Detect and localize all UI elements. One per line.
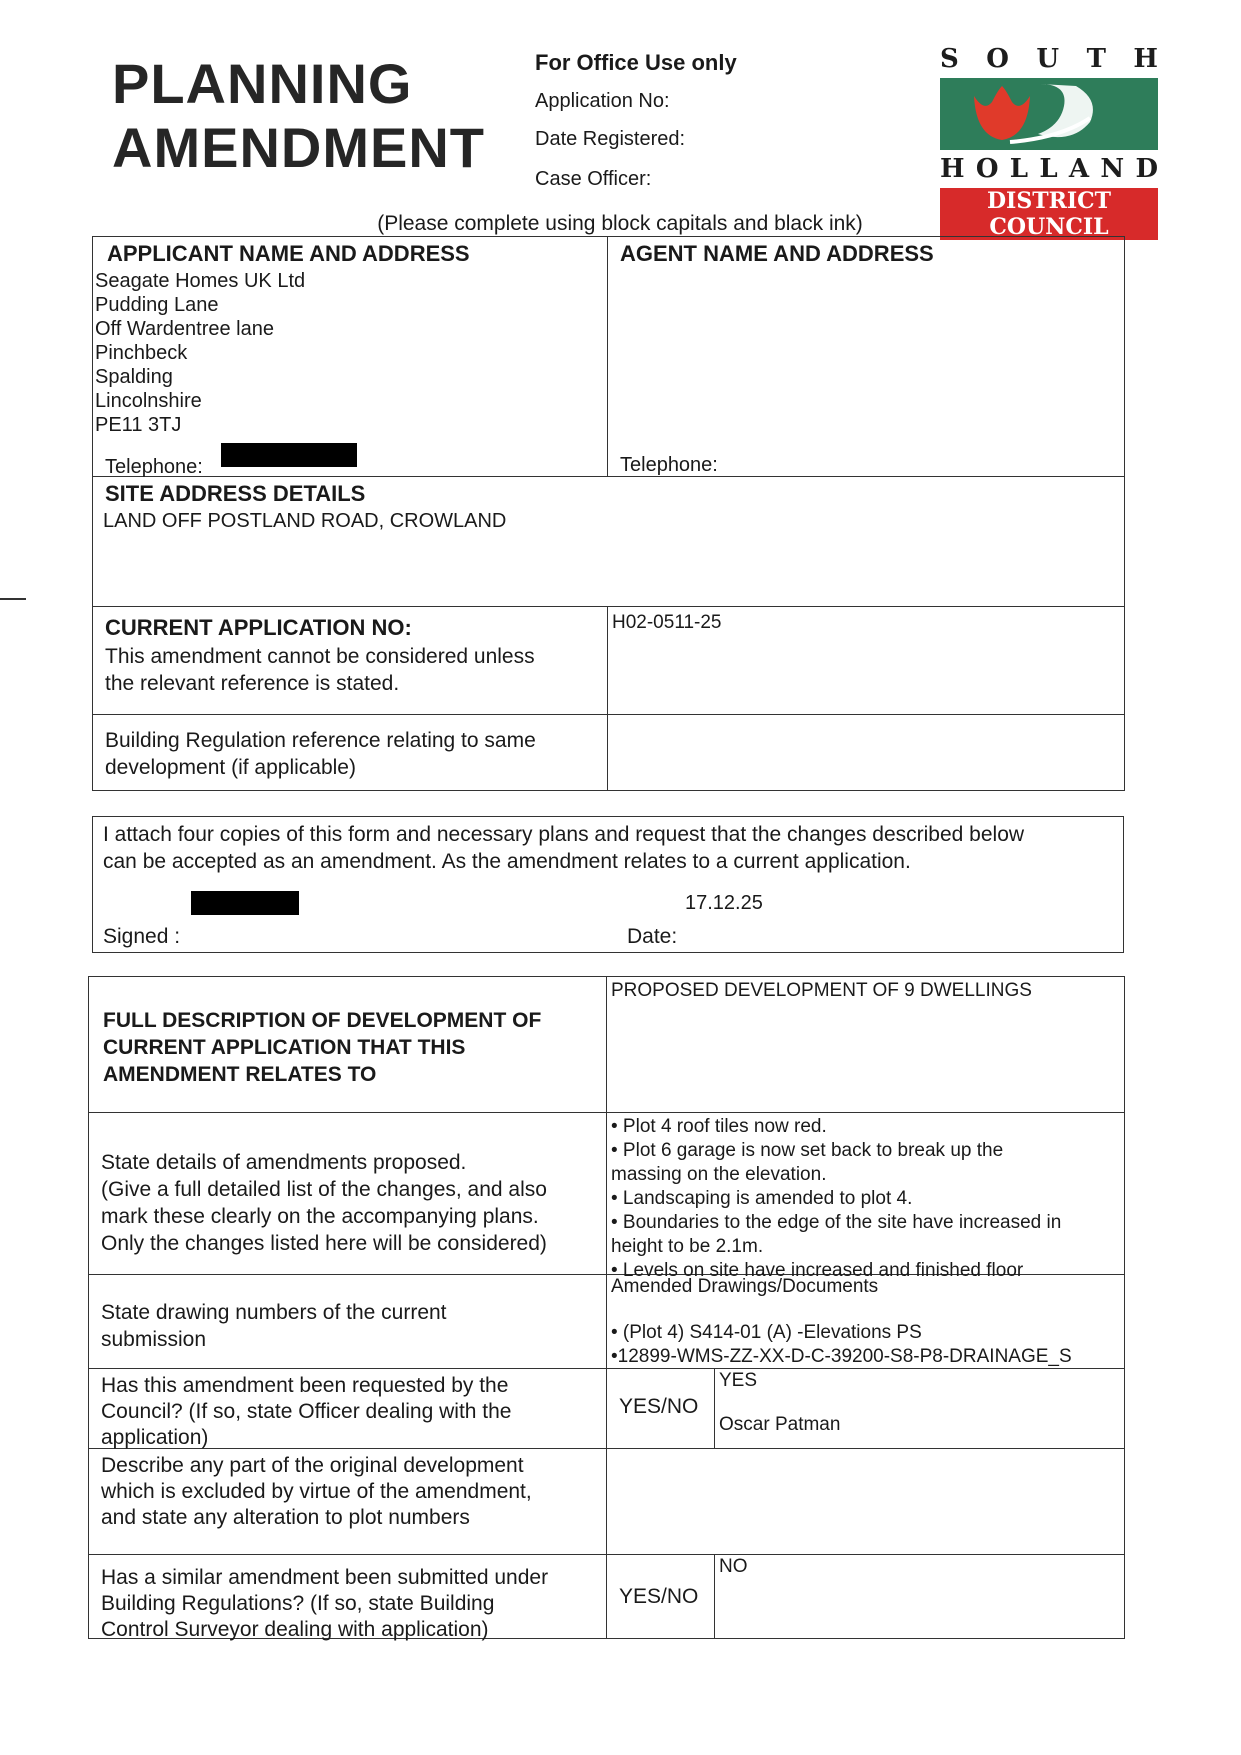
- council-request-label: [101, 1373, 511, 1451]
- declaration-text: [103, 821, 1024, 875]
- excluded-label-cell: [89, 1449, 607, 1555]
- drawings-list: [611, 1275, 1121, 1367]
- description-label: [103, 1007, 541, 1088]
- tulip-emblem-icon: [940, 78, 1158, 150]
- excluded-value-cell: [607, 1449, 1125, 1555]
- drawings-label-cell: [89, 1275, 607, 1369]
- building-regulation-value-cell: [608, 715, 1125, 791]
- applicant-line: Spalding: [95, 366, 173, 388]
- label-line: Council? (If so, state Officer dealing with the: [101, 1400, 512, 1423]
- office-use-heading: For Office Use only: [535, 50, 737, 75]
- drawing-item: • (Plot 4) S414-01 (A) -Elevations PS: [611, 1322, 922, 1343]
- form-title: [112, 52, 485, 180]
- signature-redaction: [191, 891, 299, 915]
- label-line: development (if applicable): [105, 756, 356, 779]
- label-line: Building Regulations? (If so, state Building: [101, 1592, 495, 1615]
- similar-label: [101, 1565, 548, 1643]
- current-application-note: [105, 643, 535, 697]
- label-line: and state any alteration to plot numbers: [101, 1506, 470, 1529]
- logo-top-letters: S O U T H: [940, 44, 1158, 74]
- site-address-cell: [93, 477, 1125, 607]
- amendment-item: height to be 2.1m.: [611, 1236, 764, 1257]
- drawings-label: [101, 1299, 447, 1353]
- label-line: Building Regulation reference relating to same: [105, 729, 536, 752]
- description-value-cell: [607, 977, 1125, 1113]
- applicant-details-table: [92, 236, 1125, 791]
- note-line: the relevant reference is stated.: [105, 672, 400, 695]
- applicant-heading: APPLICANT NAME AND ADDRESS: [107, 241, 470, 266]
- agent-telephone-label: Telephone:: [620, 454, 718, 476]
- label-line: which is excluded by virtue of the amendment,: [101, 1480, 532, 1503]
- application-no-label: Application No:: [535, 90, 670, 112]
- logo-bottom-letters: H O L L A N D: [940, 154, 1158, 184]
- label-line: application): [101, 1426, 209, 1449]
- label-line: mark these clearly on the accompanying plans.: [101, 1205, 539, 1228]
- logo-district-council: DISTRICT COUNCIL: [940, 188, 1158, 240]
- similar-answer: NO: [719, 1556, 748, 1577]
- date-registered-label: Date Registered:: [535, 128, 686, 150]
- current-application-value: H02-0511-25: [612, 612, 722, 633]
- building-regulation-label: [105, 727, 536, 781]
- label-line: FULL DESCRIPTION OF DEVELOPMENT OF: [103, 1009, 542, 1032]
- drawings-value-cell: [607, 1275, 1125, 1369]
- similar-yesno-cell: [607, 1555, 715, 1639]
- declaration-table: [92, 816, 1124, 953]
- label-line: AMENDMENT RELATES TO: [103, 1063, 377, 1086]
- applicant-line: Off Wardentree lane: [95, 318, 274, 340]
- applicant-address: [95, 269, 305, 437]
- amendment-item: • Plot 6 garage is now set back to break up the: [611, 1140, 1004, 1161]
- declaration-line: can be accepted as an amendment. As the amendment relates to a current application.: [103, 850, 911, 873]
- note-line: This amendment cannot be considered unless: [105, 645, 535, 668]
- title-line-1: PLANNING: [112, 52, 413, 115]
- applicant-telephone-label: Telephone:: [105, 456, 203, 478]
- drawings-heading: Amended Drawings/Documents: [611, 1276, 879, 1297]
- amendment-item: • Plot 4 roof tiles now red.: [611, 1116, 827, 1137]
- council-request-yesno-cell: [607, 1369, 715, 1449]
- case-officer-label: Case Officer:: [535, 168, 652, 190]
- site-address-value: LAND OFF POSTLAND ROAD, CROWLAND: [103, 510, 507, 532]
- similar-yesno: YES/NO: [619, 1585, 699, 1608]
- agent-heading: AGENT NAME AND ADDRESS: [620, 241, 934, 266]
- council-logo: [940, 44, 1158, 240]
- applicant-line: Pinchbeck: [95, 342, 188, 364]
- council-request-answer: YES: [719, 1370, 758, 1391]
- excluded-label: [101, 1453, 532, 1531]
- label-line: Has this amendment been requested by the: [101, 1374, 509, 1397]
- amendments-list: [611, 1115, 1115, 1281]
- current-application-value-cell: [608, 607, 1125, 715]
- label-line: Control Surveyor dealing with application): [101, 1618, 489, 1641]
- amendment-item: massing on the elevation.: [611, 1164, 827, 1185]
- declaration-line: I attach four copies of this form and necessary plans and request that the changes described below: [103, 823, 1025, 846]
- label-line: (Give a full detailed list of the changes, and also: [101, 1178, 547, 1201]
- amendments-label-cell: [89, 1113, 607, 1275]
- amendment-details-table: [88, 976, 1125, 1639]
- agent-cell: [608, 237, 1125, 477]
- office-use-box: [535, 50, 825, 191]
- applicant-line: PE11 3TJ: [95, 414, 182, 436]
- description-value: PROPOSED DEVELOPMENT OF 9 DWELLINGS: [611, 980, 1032, 1001]
- label-line: State drawing numbers of the current: [101, 1301, 447, 1324]
- amendments-value-cell: [607, 1113, 1125, 1281]
- council-request-yesno: YES/NO: [619, 1395, 699, 1418]
- label-line: Has a similar amendment been submitted under: [101, 1566, 549, 1589]
- date-label: Date:: [627, 925, 678, 948]
- label-line: submission: [101, 1328, 207, 1351]
- applicant-cell: [93, 237, 608, 477]
- amendment-item: • Landscaping is amended to plot 4.: [611, 1188, 913, 1209]
- declaration-date-value: 17.12.25: [685, 892, 763, 914]
- building-regulation-cell: [93, 715, 608, 791]
- council-request-officer: Oscar Patman: [719, 1414, 841, 1435]
- council-request-label-cell: [89, 1369, 607, 1449]
- drawing-item: •12899-WMS-ZZ-XX-D-C-39200-S8-P8-DRAINAGE_S: [611, 1346, 1072, 1367]
- applicant-line: Pudding Lane: [95, 294, 219, 316]
- applicant-line: Seagate Homes UK Ltd: [95, 270, 306, 292]
- current-application-cell: [93, 607, 608, 715]
- description-label-cell: [89, 977, 607, 1113]
- signed-label: Signed :: [103, 925, 181, 948]
- amendments-label: [101, 1149, 547, 1257]
- instructions-note: (Please complete using block capitals and black ink): [377, 212, 863, 235]
- council-request-answer-cell: [715, 1369, 1125, 1449]
- site-address-heading: SITE ADDRESS DETAILS: [105, 481, 366, 506]
- label-line: Only the changes listed here will be considered): [101, 1232, 547, 1255]
- amendment-item: • Levels on site have increased and finished floor: [611, 1260, 1024, 1281]
- title-line-2: AMENDMENT: [112, 116, 485, 179]
- applicant-line: Lincolnshire: [95, 390, 202, 412]
- redaction-block: [221, 443, 357, 467]
- current-application-heading: CURRENT APPLICATION NO:: [105, 615, 412, 640]
- declaration-cell: [93, 817, 1124, 953]
- similar-answer-cell: [715, 1555, 1125, 1639]
- label-line: Describe any part of the original development: [101, 1454, 524, 1477]
- amendment-item: • Boundaries to the edge of the site have increased in: [611, 1212, 1062, 1233]
- label-line: CURRENT APPLICATION THAT THIS: [103, 1036, 466, 1059]
- similar-label-cell: [89, 1555, 607, 1639]
- margin-mark: [0, 598, 26, 600]
- label-line: State details of amendments proposed.: [101, 1151, 467, 1174]
